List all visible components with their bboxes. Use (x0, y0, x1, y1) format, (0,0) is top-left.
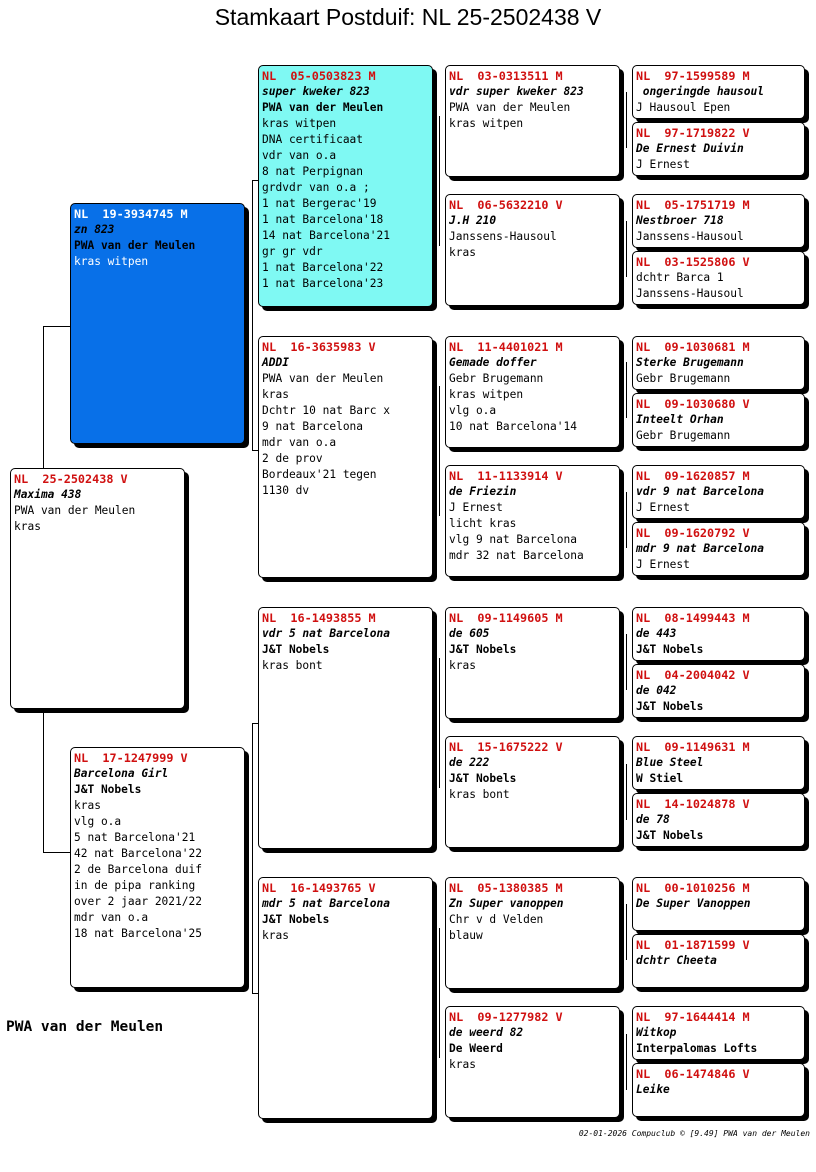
note: 8 nat Perpignan (262, 165, 364, 178)
pigeon-card-gen4-2[interactable] (632, 122, 805, 176)
pigeon-card-gen2-3[interactable] (258, 607, 433, 849)
page-title: Stamkaart Postduif: NL 25-2502438 V (214, 4, 602, 30)
owner: J Hausoul Epen (636, 101, 731, 114)
connector (626, 634, 627, 690)
connector (626, 492, 627, 548)
connector (252, 723, 253, 993)
pigeon-name: de 78 (636, 813, 670, 826)
owner: J&T Nobels (449, 643, 517, 656)
owner: J Ernest (449, 501, 503, 514)
owner: De Weerd (449, 1042, 503, 1055)
ring-number: NL 25-2502438 V (14, 472, 128, 486)
ring-number: NL 09-1620792 V (636, 526, 750, 540)
owner: J Ernest (636, 558, 690, 571)
note: kras (449, 1058, 476, 1071)
pigeon-card-gen4-7[interactable] (632, 465, 805, 519)
pigeon-name: Barcelona Girl (74, 767, 169, 780)
pigeon-card-gen4-15[interactable] (632, 1006, 805, 1060)
note: mdr van o.a (74, 911, 149, 924)
pigeon-card-gen2-1[interactable] (258, 65, 433, 307)
note: 2 de prov (262, 452, 323, 465)
ring-number: NL 00-1010256 M (636, 881, 750, 895)
connector (626, 764, 627, 820)
pigeon-card-gen2-2[interactable] (258, 336, 433, 578)
connector (252, 180, 253, 450)
owner: J&T Nobels (449, 772, 517, 785)
pigeon-card-gen4-14[interactable] (632, 934, 805, 988)
pigeon-name: mdr 5 nat Barcelona (262, 897, 390, 910)
ring-number: NL 06-5632210 V (449, 198, 563, 212)
ring-number: NL 09-1030681 M (636, 340, 750, 354)
pigeon-card-gen4-16[interactable] (632, 1063, 805, 1117)
ring-number: NL 05-1751719 M (636, 198, 750, 212)
owner: Janssens-Hausoul (449, 230, 557, 243)
owner: PWA van der Meulen (449, 101, 571, 114)
note: 18 nat Barcelona'25 (74, 927, 202, 940)
pigeon-name: Maxima 438 (14, 488, 82, 501)
connector (43, 852, 70, 853)
ring-number: NL 09-1149631 M (636, 740, 750, 754)
pigeon-card-gen4-6[interactable] (632, 393, 805, 447)
pigeon-name: super kweker 823 (262, 85, 370, 98)
note: in de pipa ranking (74, 879, 196, 892)
note: kras (262, 929, 289, 942)
owner: J&T Nobels (262, 913, 330, 926)
note: kras (74, 799, 101, 812)
note: kras bont (449, 788, 510, 801)
pigeon-name: vdr 5 nat Barcelona (262, 627, 390, 640)
ring-number: NL 11-4401021 M (449, 340, 563, 354)
pigeon-name: Sterke Brugemann (636, 356, 744, 369)
ring-number: NL 09-1277982 V (449, 1010, 563, 1024)
pigeon-card-gen2-4[interactable] (258, 877, 433, 1119)
pigeon-card-gen3-3[interactable] (445, 336, 620, 448)
owner: J Ernest (636, 501, 690, 514)
ring-number: NL 17-1247999 V (74, 751, 188, 765)
note: kras (449, 659, 476, 672)
owner: J Ernest (636, 158, 690, 171)
note: 1 nat Bergerac'19 (262, 197, 377, 210)
pigeon-card-gen3-4[interactable] (445, 465, 620, 577)
owner: J&T Nobels (636, 700, 704, 713)
owner: J&T Nobels (74, 783, 142, 796)
note: Dchtr 10 nat Barc x (262, 404, 390, 417)
connector (626, 904, 627, 960)
pigeon-card-gen3-1[interactable] (445, 65, 620, 177)
pigeon-name: de 443 (636, 627, 677, 640)
pigeon-name: de 605 (449, 627, 490, 640)
pigeon-name: dchtr Cheeta (636, 954, 717, 967)
owner: PWA van der Meulen (262, 101, 384, 114)
pigeon-name: Leike (636, 1083, 670, 1096)
pigeon-card-dam[interactable] (70, 747, 245, 988)
note: mdr van o.a (262, 436, 337, 449)
pigeon-name: Gemade doffer (449, 356, 537, 369)
pigeon-name: mdr 9 nat Barcelona (636, 542, 764, 555)
pigeon-name: De Ernest Duivin (636, 142, 744, 155)
pigeon-name: De Super Vanoppen (636, 897, 751, 910)
note: 42 nat Barcelona'22 (74, 847, 202, 860)
pigeon-card-gen4-1[interactable] (632, 65, 805, 119)
ring-number: NL 09-1620857 M (636, 469, 750, 483)
pigeon-card-gen3-7[interactable] (445, 877, 620, 989)
note: 1130 dv (262, 484, 310, 497)
ring-number: NL 19-3934745 M (74, 207, 188, 221)
pigeon-name: Blue Steel (636, 756, 704, 769)
connector (43, 326, 70, 327)
ring-number: NL 03-1525806 V (636, 255, 750, 269)
owner: J&T Nobels (636, 643, 704, 656)
connector (439, 928, 440, 1058)
note: kras (14, 520, 41, 533)
owner: Interpalomas Lofts (636, 1042, 758, 1055)
owner: W Stiel (636, 772, 684, 785)
ring-number: NL 05-1380385 M (449, 881, 563, 895)
note: 1 nat Barcelona'23 (262, 277, 384, 290)
pigeon-name: de weerd 82 (449, 1026, 524, 1039)
pigeon-name: Witkop (636, 1026, 677, 1039)
pigeon-name: vdr 9 nat Barcelona (636, 485, 764, 498)
pigeon-name: de 222 (449, 756, 490, 769)
note: kras witpen (262, 117, 337, 130)
ring-number: NL 16-3635983 V (262, 340, 376, 354)
owner: PWA van der Meulen (74, 239, 196, 252)
owner: Chr v d Velden (449, 913, 544, 926)
ring-number: NL 08-1499443 M (636, 611, 750, 625)
ring-number: NL 04-2004042 V (636, 668, 750, 682)
note: 1 nat Barcelona'22 (262, 261, 384, 274)
note: 2 de Barcelona duif (74, 863, 202, 876)
pigeon-card-gen3-8[interactable] (445, 1006, 620, 1118)
pigeon-card-gen4-11[interactable] (632, 736, 805, 790)
pigeon-name: Nestbroer 718 (636, 214, 724, 227)
note: 5 nat Barcelona'21 (74, 831, 196, 844)
ring-number: NL 05-0503823 M (262, 69, 376, 83)
ring-number: NL 09-1149605 M (449, 611, 563, 625)
pigeon-name: ADDI (262, 356, 289, 369)
owner: Janssens-Hausoul (636, 287, 744, 300)
pigeon-card-gen4-4[interactable] (632, 251, 805, 305)
note: DNA certificaat (262, 133, 364, 146)
note: 1 nat Barcelona'18 (262, 213, 384, 226)
note: 9 nat Barcelona (262, 420, 364, 433)
pigeon-name: de Friezin (449, 485, 517, 498)
pigeon-card-gen4-9[interactable] (632, 607, 805, 661)
ring-number: NL 97-1644414 M (636, 1010, 750, 1024)
owner: Gebr Brugemann (449, 372, 544, 385)
connector (439, 658, 440, 788)
owner: PWA van der Meulen (14, 504, 136, 517)
note: blauw (449, 929, 483, 942)
note: kras (262, 388, 289, 401)
pigeon-card-gen4-12[interactable] (632, 793, 805, 847)
print-info: 02-01-2026 Compuclub © [9.49] PWA van der Meulen (578, 1129, 810, 1138)
note: Bordeaux'21 tegen (262, 468, 377, 481)
ring-number: NL 97-1599589 M (636, 69, 750, 83)
note: vdr van o.a (262, 149, 337, 162)
note: vlg o.a (449, 404, 497, 417)
ring-number: NL 01-1871599 V (636, 938, 750, 952)
ring-number: NL 16-1493765 V (262, 881, 376, 895)
note: vlg 9 nat Barcelona (449, 533, 577, 546)
note: kras (449, 246, 476, 259)
pigeon-card-gen4-13[interactable] (632, 877, 805, 931)
pigeon-card-sire[interactable] (70, 203, 245, 444)
pigeon-name: zn 823 (74, 223, 115, 236)
pigeon-card-gen4-8[interactable] (632, 522, 805, 576)
owner: Janssens-Hausoul (636, 230, 744, 243)
note: mdr 32 nat Barcelona (449, 549, 584, 562)
owner: J&T Nobels (262, 643, 330, 656)
ring-number: NL 09-1030680 V (636, 397, 750, 411)
note: 10 nat Barcelona'14 (449, 420, 577, 433)
connector (439, 116, 440, 246)
ring-number: NL 14-1024878 V (636, 797, 750, 811)
note: licht kras (449, 517, 517, 530)
owner: Gebr Brugemann (636, 429, 731, 442)
ring-number: NL 11-1133914 V (449, 469, 563, 483)
pigeon-card-gen4-5[interactable] (632, 336, 805, 390)
connector (439, 386, 440, 516)
note: kras witpen (449, 117, 524, 130)
pigeon-name: dchtr Barca 1 (636, 271, 724, 284)
pigeon-name: Inteelt Orhan (636, 413, 724, 426)
note: 14 nat Barcelona'21 (262, 229, 390, 242)
note: vlg o.a (74, 815, 122, 828)
ring-number: NL 97-1719822 V (636, 126, 750, 140)
ring-number: NL 03-0313511 M (449, 69, 563, 83)
pigeon-card-gen3-5[interactable] (445, 607, 620, 719)
owner: J&T Nobels (636, 829, 704, 842)
pigeon-name: ongeringde hausoul (636, 85, 764, 98)
note: kras witpen (74, 255, 149, 268)
owner: Gebr Brugemann (636, 372, 731, 385)
connector (626, 362, 627, 418)
connector (626, 221, 627, 277)
note: kras bont (262, 659, 323, 672)
note: kras witpen (449, 388, 524, 401)
pigeon-card-gen4-10[interactable] (632, 664, 805, 718)
note: grdvdr van o.a ; (262, 181, 370, 194)
ring-number: NL 06-1474846 V (636, 1067, 750, 1081)
connector (626, 92, 627, 148)
note: gr gr vdr (262, 245, 323, 258)
pigeon-card-gen3-6[interactable] (445, 736, 620, 848)
owner: PWA van der Meulen (262, 372, 384, 385)
pigeon-card-subject[interactable] (10, 468, 185, 709)
pigeon-name: de 042 (636, 684, 677, 697)
pigeon-name: vdr super kweker 823 (449, 85, 584, 98)
ring-number: NL 16-1493855 M (262, 611, 376, 625)
note: over 2 jaar 2021/22 (74, 895, 202, 908)
pigeon-name: Zn Super vanoppen (449, 897, 564, 910)
pigeon-card-gen3-2[interactable] (445, 194, 620, 306)
connector (626, 1034, 627, 1090)
pigeon-name: J.H 210 (449, 214, 497, 227)
breeder-name: PWA van der Meulen (6, 1019, 164, 1035)
ring-number: NL 15-1675222 V (449, 740, 563, 754)
pigeon-card-gen4-3[interactable] (632, 194, 805, 248)
